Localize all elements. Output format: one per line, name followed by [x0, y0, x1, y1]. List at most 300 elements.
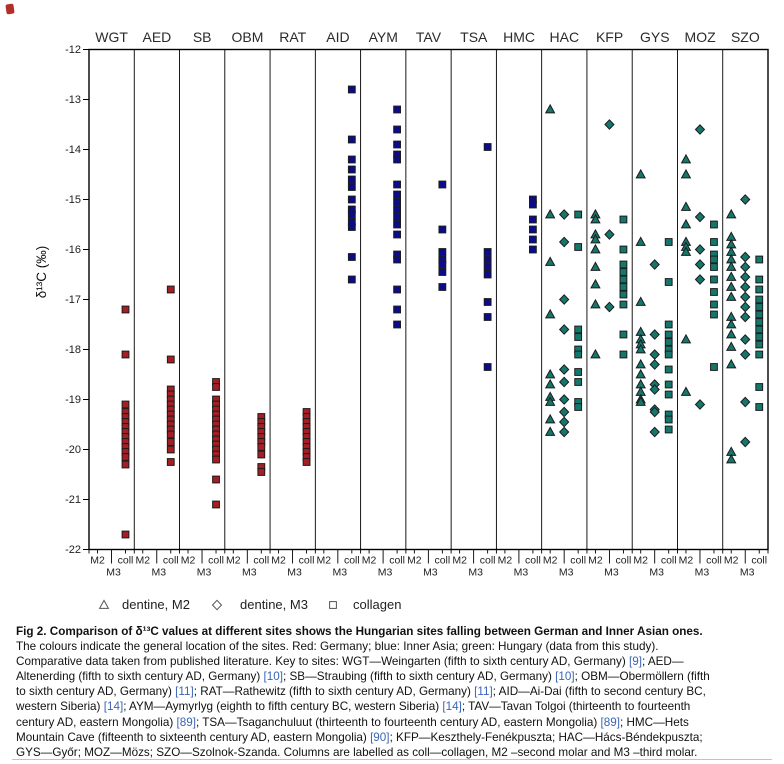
data-point-square: [394, 156, 401, 163]
data-point-diamond: [741, 195, 750, 204]
sub-label-m2: M2: [135, 554, 151, 567]
data-point-diamond: [741, 335, 750, 344]
sub-label-m2: M2: [316, 554, 332, 567]
data-point-triangle: [591, 280, 600, 288]
caption-line: [16, 730, 772, 745]
data-point-square: [394, 106, 401, 113]
data-point-square: [303, 459, 310, 466]
data-point-square: [665, 239, 672, 246]
data-point-square: [575, 369, 582, 376]
sub-label-m3: M3: [468, 566, 483, 579]
data-point-square: [665, 339, 672, 346]
sub-label-m3: M3: [377, 566, 393, 579]
data-point-square: [122, 461, 129, 468]
data-point-triangle: [546, 370, 555, 378]
data-point-triangle: [546, 257, 555, 265]
data-point-square: [665, 279, 672, 286]
data-point-square: [665, 426, 672, 433]
caption-line: [16, 699, 772, 714]
data-point-triangle: [636, 370, 645, 378]
data-point-square: [167, 356, 174, 363]
data-point-diamond: [695, 400, 704, 409]
data-point-triangle: [591, 262, 600, 270]
caption-text: western Siberia): [16, 700, 104, 714]
y-tick-label: -17: [65, 294, 81, 306]
data-point-square: [711, 364, 718, 371]
site-header-tsa: TSA: [460, 29, 488, 45]
data-point-square: [484, 299, 491, 306]
data-point-square: [665, 351, 672, 358]
data-point-square: [394, 321, 401, 328]
data-point-square: [484, 256, 491, 263]
site-header-wgt: WGT: [95, 29, 128, 45]
citation-link[interactable]: [11]: [175, 685, 194, 699]
sub-label-m3: M3: [196, 566, 212, 579]
data-point-diamond: [650, 260, 659, 269]
data-point-square: [348, 224, 355, 231]
sub-label-m3: M3: [287, 566, 302, 579]
data-point-triangle: [682, 220, 691, 228]
sub-label-m3: M3: [694, 566, 710, 579]
data-point-square: [484, 264, 491, 271]
y-tick-label: -16: [65, 244, 81, 256]
y-tick-label: -19: [65, 394, 81, 406]
data-point-triangle: [682, 170, 691, 178]
data-point-diamond: [741, 397, 750, 406]
site-header-tav: TAV: [415, 29, 442, 45]
data-point-square: [213, 384, 220, 391]
caption-text: GYS—Győr; MOZ—Mözs; SZO—Szolnok-Szanda. Columns are labelled as coll—collagen, M2 –second molar and M3 –third molar.: [16, 745, 698, 759]
sub-label-m2: M2: [633, 554, 648, 567]
data-point-square: [394, 231, 401, 238]
sub-label-m3: M3: [558, 566, 574, 579]
data-point-square: [665, 321, 672, 328]
data-point-triangle: [727, 330, 736, 338]
data-point-square: [575, 326, 582, 333]
sub-label-coll: coll: [660, 554, 677, 567]
data-point-square: [665, 331, 672, 338]
data-point-diamond: [560, 237, 569, 246]
site-header-aid: AID: [326, 29, 350, 45]
plot-frame: [89, 50, 768, 550]
data-point-square: [258, 444, 265, 451]
legend-label: dentine, M2: [122, 597, 190, 612]
data-point-triangle: [636, 360, 645, 368]
data-point-square: [756, 319, 763, 326]
data-point-diamond: [560, 295, 569, 304]
data-point-triangle: [682, 155, 691, 163]
y-tick-label: -20: [65, 444, 81, 456]
data-point-diamond: [741, 262, 750, 271]
data-point-square: [348, 176, 355, 183]
data-point-diamond: [560, 427, 569, 436]
data-point-square: [756, 351, 763, 358]
data-point-square: [213, 476, 220, 483]
data-point-square: [484, 271, 491, 278]
sub-label-coll: coll: [343, 554, 360, 567]
citation-link[interactable]: [10]: [555, 670, 575, 684]
data-point-triangle: [591, 245, 600, 253]
data-point-diamond: [560, 325, 569, 334]
data-point-square: [213, 501, 220, 508]
data-point-square: [620, 261, 627, 268]
data-point-square: [394, 199, 401, 206]
data-point-square: [439, 226, 446, 233]
y-tick-label: -14: [65, 144, 81, 156]
data-point-square: [665, 391, 672, 398]
data-point-diamond: [605, 120, 614, 129]
figure-caption: [16, 624, 772, 760]
data-point-square: [439, 249, 446, 256]
sub-label-m2: M2: [180, 554, 196, 567]
data-point-triangle: [546, 210, 555, 218]
data-point-triangle: [727, 360, 736, 368]
sub-label-coll: coll: [162, 554, 179, 567]
citation-link[interactable]: [90]: [370, 730, 390, 744]
data-point-diamond: [650, 360, 659, 369]
data-point-triangle: [727, 455, 736, 463]
data-point-diamond: [560, 210, 569, 219]
citation-link[interactable]: [14]: [442, 700, 462, 714]
legend-label: collagen: [353, 597, 402, 612]
sub-label-coll: coll: [751, 554, 768, 567]
data-point-triangle: [591, 300, 600, 308]
data-point-square: [122, 531, 129, 538]
data-point-triangle: [636, 297, 645, 305]
sub-label-m3: M3: [332, 566, 348, 579]
caption-text: ; AID—Ai-Dai (fifth to second century BC,: [492, 685, 706, 699]
data-point-square: [756, 384, 763, 391]
sub-label-m2: M2: [588, 554, 603, 567]
citation-link[interactable]: [10]: [263, 670, 283, 684]
caption-text: The colours indicate the general location of the sites. Red: Germany; blue: Inner Asia; green: Hungary (data from this study).: [16, 640, 659, 654]
data-point-square: [756, 311, 763, 318]
data-point-square: [439, 261, 446, 268]
y-tick-label: -12: [65, 44, 81, 56]
data-point-square: [665, 416, 672, 423]
sub-label-coll: coll: [208, 554, 224, 567]
data-point-diamond: [695, 125, 704, 134]
data-point-square: [620, 331, 627, 338]
data-point-square: [756, 296, 763, 303]
data-point-square: [348, 254, 355, 261]
site-header-aym: AYM: [368, 29, 398, 45]
data-point-diamond: [695, 245, 704, 254]
caption-title-text: Fig 2. Comparison of δ¹³C values at different sites shows the Hungarian sites falling between German and Inner Asian ones.: [16, 625, 703, 638]
data-point-square: [756, 286, 763, 293]
data-point-square: [575, 379, 582, 386]
caption-text: century AD, eastern Mongolia): [16, 715, 177, 729]
data-point-diamond: [741, 312, 750, 321]
sub-label-m2: M2: [542, 554, 558, 567]
citation-link[interactable]: [14]: [103, 700, 124, 714]
data-point-triangle: [727, 292, 736, 300]
data-point-diamond: [741, 437, 750, 446]
data-point-triangle: [727, 210, 736, 218]
data-point-square: [530, 236, 537, 243]
sub-label-m2: M2: [723, 554, 739, 567]
data-point-square: [756, 326, 763, 333]
caption-text: Comparative data taken from published literature. Key to sites: WGT—Weingarten (fifth to sixth century AD, Germany): [16, 655, 629, 669]
data-point-square: [439, 269, 446, 276]
sub-label-m2: M2: [452, 554, 467, 567]
sub-label-m2: M2: [90, 554, 105, 567]
data-point-square: [620, 284, 627, 291]
data-point-square: [711, 276, 718, 283]
caption-text: ; TSA—Tsaganchuluut (thirteenth to fourteenth century AD, eastern Mongolia): [195, 715, 601, 729]
data-point-square: [394, 286, 401, 293]
data-point-square: [348, 184, 355, 191]
data-point-square: [394, 181, 401, 188]
sub-label-m3: M3: [242, 566, 257, 579]
data-point-square: [394, 126, 401, 133]
data-point-square: [484, 249, 491, 256]
sub-label-coll: coll: [298, 554, 315, 567]
page-corner-artifact: [5, 3, 14, 14]
sub-label-m2: M2: [226, 554, 241, 567]
data-point-square: [167, 446, 174, 453]
data-point-square: [439, 284, 446, 291]
caption-line: [16, 715, 772, 730]
citation-link[interactable]: [9]: [628, 655, 642, 669]
sub-label-m2: M2: [497, 554, 513, 567]
data-point-diamond: [741, 252, 750, 261]
data-point-diamond: [741, 350, 750, 359]
data-point-diamond: [695, 260, 704, 269]
site-header-hac: HAC: [549, 29, 580, 45]
data-point-square: [756, 404, 763, 411]
data-point-diamond: [650, 427, 659, 436]
data-point-square: [348, 136, 355, 143]
y-tick-label: -18: [65, 344, 81, 356]
data-point-diamond: [605, 302, 614, 311]
data-point-square: [756, 334, 763, 341]
data-point-square: [167, 439, 174, 446]
data-point-triangle: [682, 387, 691, 395]
sub-label-coll: coll: [389, 554, 405, 567]
sub-label-m2: M2: [271, 554, 286, 567]
data-point-triangle: [591, 350, 600, 358]
data-point-square: [711, 301, 718, 308]
data-point-diamond: [741, 282, 750, 291]
sub-label-coll: coll: [253, 554, 270, 567]
caption-divider: [12, 759, 772, 760]
data-point-square: [620, 246, 627, 253]
caption-line: [16, 654, 772, 669]
data-point-square: [756, 256, 763, 263]
data-point-square: [394, 221, 401, 228]
data-point-square: [711, 289, 718, 296]
data-point-square: [258, 469, 265, 476]
site-header-obm: OBM: [231, 29, 264, 45]
site-header-kfp: KFP: [595, 29, 624, 45]
caption-text: ; AYM—Aymyrlyg (eighth to fifth century BC, western Siberia): [123, 700, 443, 714]
data-point-diamond: [695, 212, 704, 221]
data-point-triangle: [727, 320, 736, 328]
data-point-square: [620, 351, 627, 358]
sub-label-m2: M2: [678, 554, 694, 567]
data-point-square: [484, 144, 491, 151]
data-point-square: [394, 214, 401, 221]
data-point-triangle: [682, 202, 691, 210]
caption-text: ; OBM—Obermöllern (fifth: [574, 670, 710, 684]
data-point-square: [575, 404, 582, 411]
data-point-square: [620, 276, 627, 283]
sub-label-m3: M3: [513, 566, 529, 579]
data-point-square: [167, 286, 174, 293]
sub-label-m3: M3: [604, 566, 619, 579]
data-point-diamond: [741, 292, 750, 301]
data-point-diamond: [695, 275, 704, 284]
sub-label-coll: coll: [706, 554, 722, 567]
data-point-square: [756, 341, 763, 348]
data-point-diamond: [605, 230, 614, 239]
data-point-square: [348, 86, 355, 93]
sub-label-coll: coll: [117, 554, 134, 567]
data-point-diamond: [560, 407, 569, 416]
data-point-triangle: [727, 262, 736, 270]
y-tick-label: -21: [65, 494, 81, 506]
data-point-triangle: [727, 342, 736, 350]
data-point-square: [348, 196, 355, 203]
data-point-square: [530, 246, 537, 253]
data-point-diamond: [560, 395, 569, 404]
y-tick-label: -13: [65, 94, 81, 106]
data-point-square: [575, 211, 582, 218]
data-point-square: [348, 211, 355, 218]
data-point-square: [530, 201, 537, 208]
square-legend-icon: [330, 602, 337, 609]
data-point-diamond: [560, 417, 569, 426]
data-point-square: [530, 226, 537, 233]
caption-text: ; KFP—Keszthely-Fenékpuszta; HAC—Hács-Béndekpuszta;: [389, 730, 703, 744]
caption-text: Altenerding (fifth to sixth century AD, Germany): [16, 670, 264, 684]
site-header-moz: MOZ: [684, 29, 716, 45]
data-point-square: [213, 456, 220, 463]
legend-label: dentine, M3: [240, 597, 308, 612]
data-point-square: [756, 304, 763, 311]
data-point-diamond: [650, 330, 659, 339]
diamond-legend-icon: [213, 600, 222, 609]
data-point-square: [665, 366, 672, 373]
site-header-sb: SB: [192, 29, 212, 45]
caption-text: ; SB—Straubing (fifth to sixth century AD, Germany): [283, 670, 556, 684]
data-point-square: [167, 431, 174, 438]
citation-link[interactable]: [11]: [474, 685, 493, 699]
site-header-rat: RAT: [279, 29, 307, 45]
y-tick-label: -15: [65, 194, 81, 206]
caption-text: Mountain Cave (fifteenth to sixteenth century AD, eastern Mongolia): [16, 730, 371, 744]
site-header-szo: SZO: [730, 29, 760, 45]
caption-line: [16, 684, 772, 699]
y-axis-label: δ¹³C (‰): [34, 245, 49, 299]
caption-line: [16, 639, 772, 654]
caption-text: to sixth century AD, Germany): [16, 685, 176, 699]
data-point-square: [711, 256, 718, 263]
data-point-square: [665, 381, 672, 388]
data-point-square: [394, 141, 401, 148]
data-point-square: [711, 221, 718, 228]
data-point-square: [484, 314, 491, 321]
data-point-square: [394, 306, 401, 313]
data-point-diamond: [741, 272, 750, 281]
site-header-hmc: HMC: [503, 29, 535, 45]
data-point-triangle: [546, 380, 555, 388]
data-point-triangle: [727, 272, 736, 280]
data-point-square: [620, 291, 627, 298]
sub-label-m3: M3: [106, 566, 121, 579]
data-point-square: [575, 351, 582, 358]
sub-label-m3: M3: [649, 566, 664, 579]
y-tick-label: -22: [65, 544, 81, 556]
caption-line: [16, 624, 772, 639]
caption-text: ; TAV—Tavan Tolgoi (thirteenth to fourteenth: [461, 700, 691, 714]
data-point-square: [394, 256, 401, 263]
data-point-square: [348, 156, 355, 163]
site-header-gys: GYS: [640, 29, 670, 45]
data-point-diamond: [741, 302, 750, 311]
data-point-square: [711, 239, 718, 246]
sub-label-m2: M2: [407, 554, 422, 567]
data-point-square: [122, 306, 129, 313]
data-point-square: [394, 206, 401, 213]
site-header-aed: AED: [142, 29, 172, 45]
data-point-square: [530, 216, 537, 223]
sub-label-m3: M3: [739, 566, 755, 579]
data-point-square: [575, 334, 582, 341]
triangle-legend-icon: [100, 600, 109, 608]
data-point-square: [620, 269, 627, 276]
data-point-square: [711, 311, 718, 318]
caption-text: ; RAT—Rathewitz (fifth to sixth century AD, Germany): [193, 685, 475, 699]
data-point-triangle: [546, 415, 555, 423]
caption-line: [16, 745, 772, 760]
sub-label-coll: coll: [615, 554, 632, 567]
data-point-triangle: [546, 105, 555, 113]
sub-label-m3: M3: [423, 566, 438, 579]
data-point-diamond: [560, 377, 569, 386]
data-point-square: [711, 264, 718, 271]
caption-text: ; HMC—Hets: [620, 715, 689, 729]
data-point-square: [122, 351, 129, 358]
data-point-square: [167, 459, 174, 466]
caption-line: [16, 669, 772, 684]
data-point-triangle: [727, 282, 736, 290]
data-point-triangle: [546, 427, 555, 435]
data-point-square: [348, 276, 355, 283]
citation-link[interactable]: [89]: [600, 715, 620, 729]
data-point-square: [620, 216, 627, 223]
data-point-square: [394, 191, 401, 198]
data-point-diamond: [650, 350, 659, 359]
data-point-square: [122, 454, 129, 461]
data-point-square: [122, 401, 129, 408]
data-point-triangle: [682, 335, 691, 343]
data-point-square: [575, 244, 582, 251]
data-point-square: [258, 451, 265, 458]
citation-link[interactable]: [89]: [176, 715, 196, 729]
sub-label-coll: coll: [434, 554, 451, 567]
data-point-square: [756, 276, 763, 283]
data-point-triangle: [546, 310, 555, 318]
data-point-diamond: [560, 365, 569, 374]
sub-label-coll: coll: [525, 554, 541, 567]
data-point-triangle: [636, 237, 645, 245]
sub-label-coll: coll: [570, 554, 587, 567]
data-point-square: [484, 364, 491, 371]
caption-text: ; AED—: [641, 655, 684, 669]
data-point-square: [439, 181, 446, 188]
